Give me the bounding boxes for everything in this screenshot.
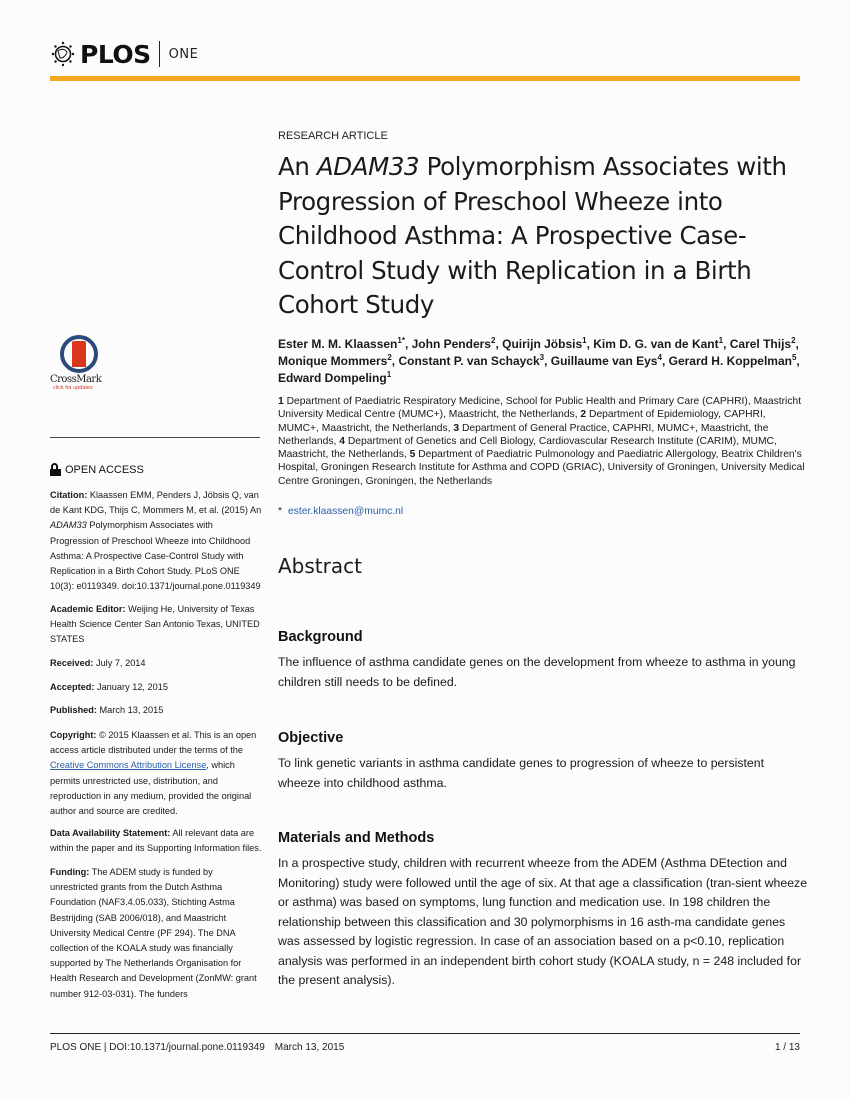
author-name: Carel Thijs$^2$: [729, 336, 796, 351]
sidebar-divider: [50, 437, 260, 438]
author-name: Edward Dompeling$^1$: [278, 370, 392, 385]
plos-globe-icon: [50, 41, 76, 67]
header-accent-bar: [50, 76, 800, 81]
methods-heading: Materials and Methods: [278, 830, 435, 846]
objective-heading: Objective: [278, 730, 344, 746]
author-name: Guillaume van Eys$^4$: [550, 353, 662, 368]
affiliation-text: Department of General Practice, CAPHRI, MUMC+, Maastricht, the Netherlands,: [278, 422, 769, 447]
author-list: Ester M. M. Klaassen$^{1*}$, John Penders$^2$, Quirijn Jöbsis$^1$, Kim D. G. van de Kant$^1$, Carel Thijs$^2$, Monique Mommers$^2$, Constant P. van Schayck$^3$, Guillaume van Eys$^4$, Gerard H. Koppelman$^5$, Edward Dompeling$^1$: [278, 336, 800, 385]
page-number: 1 / 13: [774, 1042, 800, 1053]
journal-header: [50, 38, 198, 70]
author-name: Constant P. van Schayck$^3$: [398, 353, 545, 368]
logo-divider: [159, 41, 160, 67]
crossmark-label: CrossMark: [50, 374, 102, 385]
data-availability: Data Availability Statement: All relevant data are within the paper and its Supporting Information files.: [50, 828, 262, 854]
author-name: Quirijn Jöbsis$^1$: [502, 336, 587, 351]
received-date: Received: July 7, 2014: [50, 658, 146, 668]
crossmark-badge[interactable]: [50, 335, 110, 391]
affiliation-text: Department of Genetics and Cell Biology, Cardiovascular Research Institute (CARIM), MUMC, Maastricht, the Netherlands,: [278, 435, 777, 461]
crossmark-icon: [60, 335, 98, 373]
accepted-date: Accepted: January 12, 2015: [50, 682, 168, 692]
funding-block: Funding: The ADEM study is funded by unrestricted grants from the Dutch Asthma Foundation (NAF3.4.05.033), Stichting Astma Bestrijding (SAB 2006/018), and Maastricht University Medical Centre (PF 294). The DNA collection of the KOALA study was financially supported by The Netherlands Organisation for Health Research and Development (ZonMW: grant number 912-03-031). The funders: [50, 867, 257, 999]
objective-text: To link genetic variants in asthma candidate genes to progression of wheeze to persistent wheeze into childhood asthma.: [278, 756, 765, 790]
plos-logo-text: PLOS: [80, 39, 151, 69]
author-name: Gerard H. Koppelman$^5$: [668, 353, 797, 368]
published-date: Published: March 13, 2015: [50, 705, 164, 715]
open-access-label: OPEN ACCESS: [65, 463, 144, 476]
affiliation-text: Department of Paediatric Respiratory Medicine, School for Public Health and Primary Care (CAPHRI), Maastricht University Medical Centre (MUMC+), Maastricht, the Netherlands,: [278, 396, 802, 421]
abstract-heading: Abstract: [278, 554, 362, 578]
license-link[interactable]: Creative Commons Attribution License: [50, 760, 207, 771]
email-link[interactable]: ester.klaassen@mumc.nl: [288, 506, 404, 517]
citation-block: Citation: Klaassen EMM, Penders J, Jöbsis Q, van de Kant KDG, Thijs C, Mommers M, et al. (2015) An ADAM33 Polymorphism Associates with Progression of Preschool Wheeze into Childhood Asthma: A Prospective Case-Control Study with Replication in a Birth Cohort Study. PLoS ONE 10(3): e0119349. doi:10.1371/journal.pone.0119349: [50, 490, 262, 592]
journal-name: ONE: [168, 46, 199, 62]
author-name: Ester M. M. Klaassen$^{1*}$: [278, 336, 405, 351]
background-heading: Background: [278, 629, 363, 645]
open-lock-icon: [50, 463, 61, 476]
article-title: An ADAM33 Polymorphism Associates with Progression of Preschool Wheeze into Childhood Asthma: A Prospective Case-Control Study with Replication in a Birth Cohort Study: [278, 152, 787, 319]
author-name: John Penders$^2$: [411, 336, 496, 351]
citation-label: Citation:: [50, 490, 88, 500]
crossmark-sublabel: click for updates: [53, 385, 93, 391]
affiliation-text: Department of Epidemiology, CAPHRI, MUMC+, Maastricht, the Netherlands,: [278, 409, 766, 434]
corresponding-email: * ester.klaassen@mumc.nl: [278, 506, 404, 517]
open-access-badge: [50, 463, 144, 476]
background-text: The influence of asthma candidate genes on the development from wheeze to asthma in young children still needs to be defined.: [278, 655, 796, 689]
article-type: RESEARCH ARTICLE: [278, 130, 388, 142]
copyright-block: Copyright: © 2015 Klaassen et al. This is an open access article distributed under the terms of the Creative Commons Attribution License, which permits unrestricted use, distribution, and reproduction in any medium, provided the original author and source are credited.: [50, 730, 257, 817]
author-name: Monique Mommers$^2$: [278, 353, 392, 368]
academic-editor: Academic Editor: Weijing He, University of Texas Health Science Center San Antonio Texas, UNITED STATES: [50, 604, 260, 645]
affiliations: 1 Department of Paediatric Respiratory Medicine, School for Public Health and Primary Care (CAPHRI), Maastricht University Medical Centre (MUMC+), Maastricht, the Netherlands, 2 Department of Epidemiology, CAPHRI, MUMC+, Maastricht, the Netherlands, 3 Department of General Practice, CAPHRI, MUMC+, Maastricht, the Netherlands, 4 Department of Genetics and Cell Biology, Cardiovascular Research Institute (CARIM), MUMC, Maastricht, the Netherlands, 5 Department of Paediatric Pulmonology and Paediatric Allergology, Beatrix Children's Hospital, Groningen Research Institute for Asthma and COPD (GRIAC), University of Groningen, University Medical Centre Groningen, Groningen, the Netherlands: [278, 396, 805, 487]
author-name: Kim D. G. van de Kant$^1$: [593, 336, 724, 351]
footer-citation: PLOS ONE | DOI:10.1371/journal.pone.0119349 March 13, 2015: [50, 1042, 345, 1053]
methods-text: In a prospective study, children with recurrent wheeze from the ADEM (Asthma DEtection and Monitoring) study were followed until the age of six. At that age a classification (tran-sient wheeze or asthma) was based on symptoms, lung function and medication use. In 198 children the relationship between this classification and 30 polymorphisms in 16 asth-ma candidate genes was assessed by logistic regression. In case of an association based on a p<0.10, replication analysis was performed in an independent birth cohort study (KOALA study, n = 248 included for the present analysis).: [278, 856, 808, 987]
footer-divider: [50, 1033, 800, 1034]
affiliation-text: Department of Paediatric Pulmonology and Paediatric Allergology, Beatrix Children's Hospital, Groningen Research Institute for Asthma and COPD (GRIAC), University of Groningen, University Medical Centre Groningen, Groningen, the Netherlands: [278, 449, 805, 487]
